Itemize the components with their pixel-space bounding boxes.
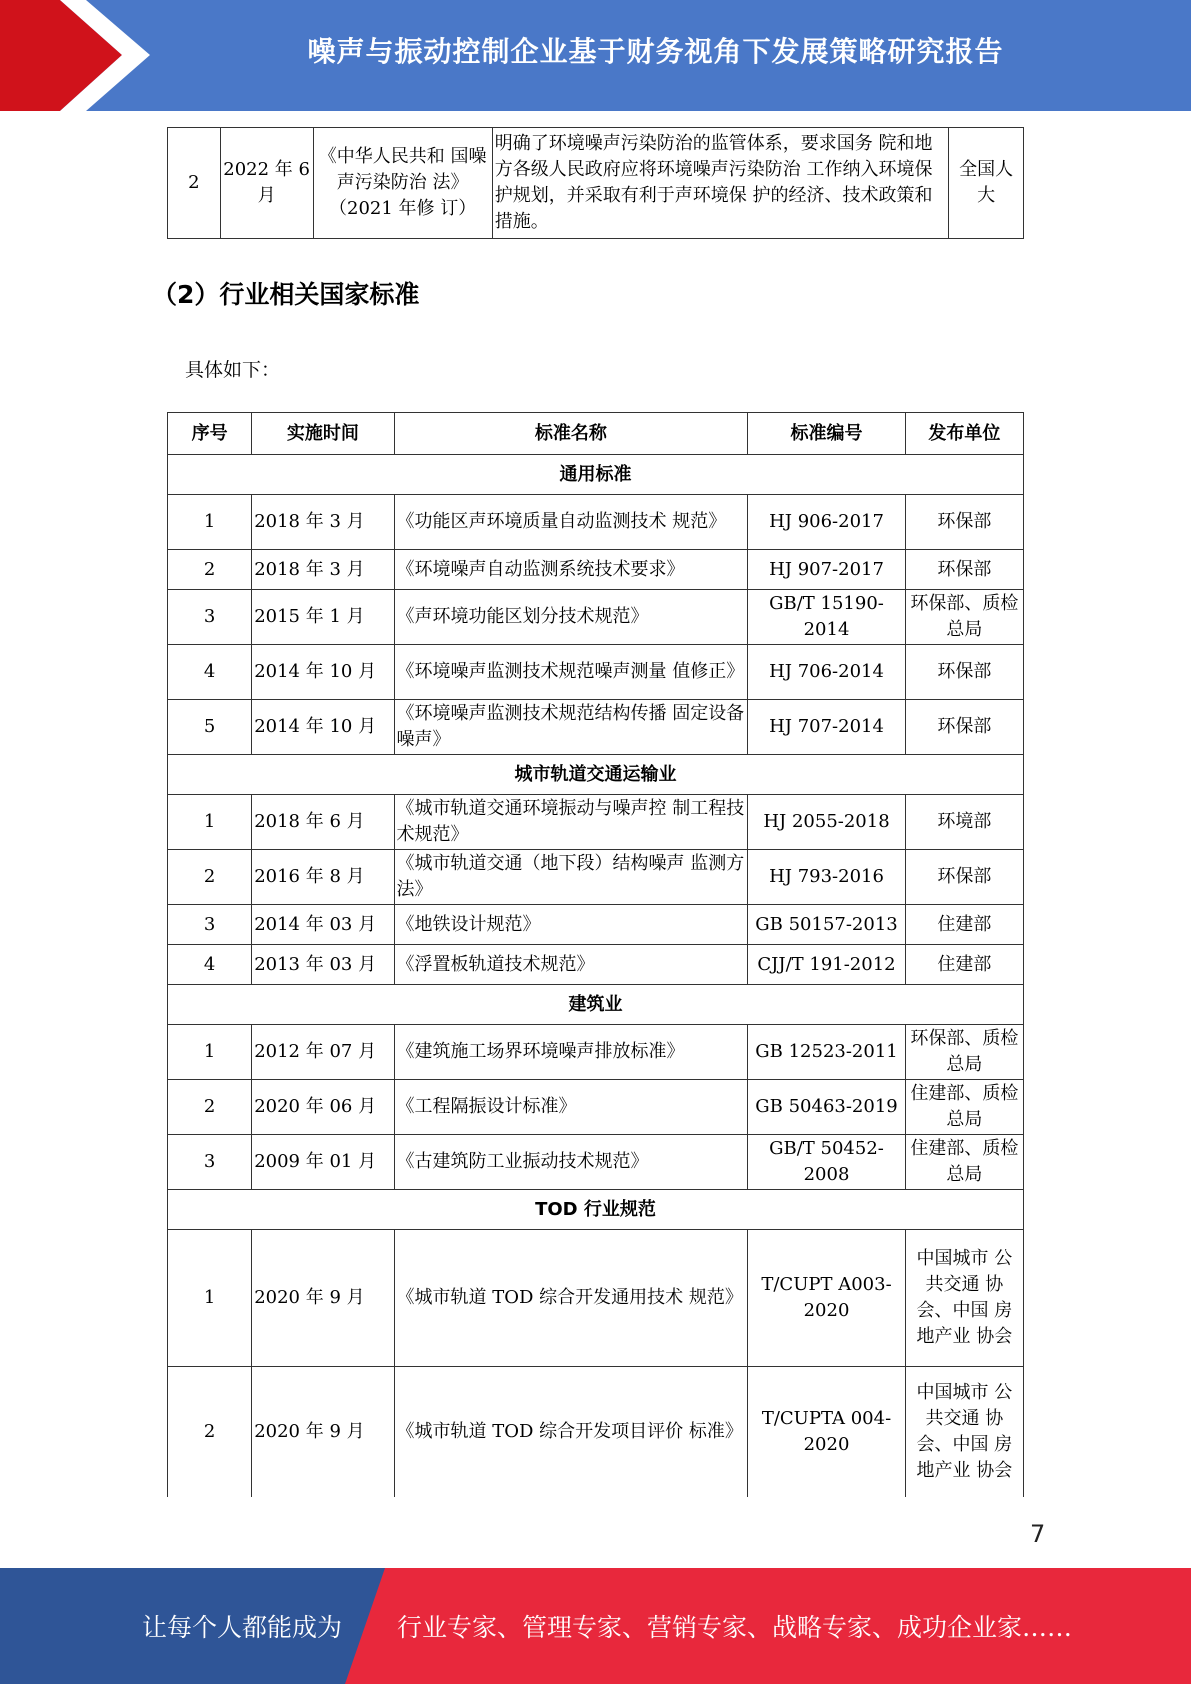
table-row xyxy=(168,700,1024,755)
cell-no: 5 xyxy=(168,700,252,755)
cell-no: 1 xyxy=(168,1025,252,1080)
cell-name: 《功能区声环境质量自动监测技术 规范》 xyxy=(394,495,748,550)
cell-no: 3 xyxy=(168,905,252,945)
cell-date: 2018 年 3 月 xyxy=(252,495,394,550)
page-header xyxy=(0,0,1191,111)
cell-issuer: 中国城市 公共交通 协会、中国 房地产业 协会 xyxy=(905,1230,1023,1367)
cell-issuer: 环保部 xyxy=(905,645,1023,700)
table-row xyxy=(168,850,1024,905)
table-row xyxy=(168,645,1024,700)
cell-issuer: 环保部、质检总局 xyxy=(905,590,1023,645)
cell-name: 《城市轨道交通环境振动与噪声控 制工程技术规范》 xyxy=(394,795,748,850)
footer-slogan-right: 行业专家、管理专家、营销专家、战略专家、成功企业家…… xyxy=(397,1613,1073,1642)
row-content: 明确了环境噪声污染防治的监管体系，要求国务 院和地方各级人民政府应将环境噪声污染防治 工作纳入环境保护规划，并采取有利于声环境保 护的经济、技术政策和措施。 xyxy=(492,128,949,239)
table-row xyxy=(168,1367,1024,1498)
cell-no: 1 xyxy=(168,1230,252,1367)
cell-code: HJ 2055-2018 xyxy=(748,795,905,850)
row-law-name: 《中华人民共和 国噪声污染防治 法》（2021 年修 订） xyxy=(313,128,492,239)
table-row xyxy=(168,1230,1024,1367)
cell-name: 《城市轨道 TOD 综合开发通用技术 规范》 xyxy=(394,1230,748,1367)
table-row xyxy=(168,1135,1024,1190)
col-header-code: 标准编号 xyxy=(748,413,905,455)
cell-code: GB 12523-2011 xyxy=(748,1025,905,1080)
cell-issuer: 住建部 xyxy=(905,945,1023,985)
cell-issuer: 环境部 xyxy=(905,795,1023,850)
group-row xyxy=(168,455,1024,495)
group-title: TOD 行业规范 xyxy=(168,1190,1024,1230)
cell-date: 2012 年 07 月 xyxy=(252,1025,394,1080)
cell-no: 2 xyxy=(168,550,252,590)
cell-no: 1 xyxy=(168,795,252,850)
cell-name: 《环境噪声监测技术规范结构传播 固定设备噪声》 xyxy=(394,700,748,755)
group-title: 城市轨道交通运输业 xyxy=(168,755,1024,795)
table-row xyxy=(168,128,1024,239)
page-footer xyxy=(0,1568,1191,1684)
table-row xyxy=(168,495,1024,550)
cell-date: 2016 年 8 月 xyxy=(252,850,394,905)
row-date: 2022 年 6 月 xyxy=(220,128,313,239)
group-row xyxy=(168,985,1024,1025)
table-row xyxy=(168,1025,1024,1080)
cell-issuer: 住建部、质检总局 xyxy=(905,1135,1023,1190)
table-row xyxy=(168,590,1024,645)
cell-name: 《工程隔振设计标准》 xyxy=(394,1080,748,1135)
col-header-issuer: 发布单位 xyxy=(905,413,1023,455)
group-title: 通用标准 xyxy=(168,455,1024,495)
cell-no: 3 xyxy=(168,590,252,645)
cell-date: 2015 年 1 月 xyxy=(252,590,394,645)
cell-date: 2013 年 03 月 xyxy=(252,945,394,985)
standards-table xyxy=(167,412,1024,1497)
cell-issuer: 住建部 xyxy=(905,905,1023,945)
col-header-date: 实施时间 xyxy=(252,413,394,455)
footer-slogan-left: 让每个人都能成为 xyxy=(142,1613,343,1642)
report-title: 噪声与振动控制企业基于财务视角下发展策略研究报告 xyxy=(307,35,1004,68)
section-heading: （2）行业相关国家标准 xyxy=(152,280,420,309)
group-row xyxy=(168,1190,1024,1230)
section-intro: 具体如下： xyxy=(185,359,281,381)
cell-date: 2020 年 9 月 xyxy=(252,1230,394,1367)
cell-name: 《环境噪声监测技术规范噪声测量 值修正》 xyxy=(394,645,748,700)
cell-code: T/CUPTA 004-2020 xyxy=(748,1367,905,1498)
cell-date: 2020 年 9 月 xyxy=(252,1367,394,1498)
row-number: 2 xyxy=(168,128,221,239)
page-number: 7 xyxy=(1030,1520,1046,1548)
cell-code: GB 50157-2013 xyxy=(748,905,905,945)
table-row xyxy=(168,905,1024,945)
table-row xyxy=(168,945,1024,985)
cell-code: HJ 706-2014 xyxy=(748,645,905,700)
cell-code: GB/T 50452-2008 xyxy=(748,1135,905,1190)
cell-code: CJJ/T 191-2012 xyxy=(748,945,905,985)
cell-name: 《城市轨道 TOD 综合开发项目评价 标准》 xyxy=(394,1367,748,1498)
cell-issuer: 环保部、质检总局 xyxy=(905,1025,1023,1080)
cell-name: 《城市轨道交通（地下段）结构噪声 监测方法》 xyxy=(394,850,748,905)
col-header-no: 序号 xyxy=(168,413,252,455)
cell-name: 《环境噪声自动监测系统技术要求》 xyxy=(394,550,748,590)
cell-issuer: 中国城市 公共交通 协会、中国 房地产业 协会 xyxy=(905,1367,1023,1498)
col-header-name: 标准名称 xyxy=(394,413,748,455)
cell-date: 2014 年 03 月 xyxy=(252,905,394,945)
cell-no: 2 xyxy=(168,1367,252,1498)
cell-issuer: 环保部 xyxy=(905,550,1023,590)
cell-no: 4 xyxy=(168,645,252,700)
group-title: 建筑业 xyxy=(168,985,1024,1025)
cell-name: 《古建筑防工业振动技术规范》 xyxy=(394,1135,748,1190)
table-row xyxy=(168,1080,1024,1135)
table-row xyxy=(168,550,1024,590)
cell-date: 2014 年 10 月 xyxy=(252,700,394,755)
cell-no: 2 xyxy=(168,850,252,905)
policy-table-continued xyxy=(167,127,1024,239)
cell-name: 《建筑施工场界环境噪声排放标准》 xyxy=(394,1025,748,1080)
cell-code: HJ 707-2014 xyxy=(748,700,905,755)
cell-code: HJ 907-2017 xyxy=(748,550,905,590)
cell-no: 1 xyxy=(168,495,252,550)
cell-code: GB 50463-2019 xyxy=(748,1080,905,1135)
cell-name: 《浮置板轨道技术规范》 xyxy=(394,945,748,985)
table-header-row xyxy=(168,413,1024,455)
cell-code: T/CUPT A003-2020 xyxy=(748,1230,905,1367)
cell-no: 2 xyxy=(168,1080,252,1135)
cell-name: 《地铁设计规范》 xyxy=(394,905,748,945)
cell-name: 《声环境功能区划分技术规范》 xyxy=(394,590,748,645)
group-row xyxy=(168,755,1024,795)
cell-issuer: 住建部、质检总局 xyxy=(905,1080,1023,1135)
cell-no: 4 xyxy=(168,945,252,985)
cell-issuer: 环保部 xyxy=(905,850,1023,905)
cell-date: 2009 年 01 月 xyxy=(252,1135,394,1190)
row-issuer: 全国人大 xyxy=(949,128,1024,239)
cell-date: 2014 年 10 月 xyxy=(252,645,394,700)
cell-date: 2018 年 3 月 xyxy=(252,550,394,590)
cell-date: 2018 年 6 月 xyxy=(252,795,394,850)
cell-date: 2020 年 06 月 xyxy=(252,1080,394,1135)
cell-code: HJ 793-2016 xyxy=(748,850,905,905)
cell-code: HJ 906-2017 xyxy=(748,495,905,550)
cell-issuer: 环保部 xyxy=(905,495,1023,550)
table-row xyxy=(168,795,1024,850)
cell-code: GB/T 15190-2014 xyxy=(748,590,905,645)
cell-issuer: 环保部 xyxy=(905,700,1023,755)
cell-no: 3 xyxy=(168,1135,252,1190)
